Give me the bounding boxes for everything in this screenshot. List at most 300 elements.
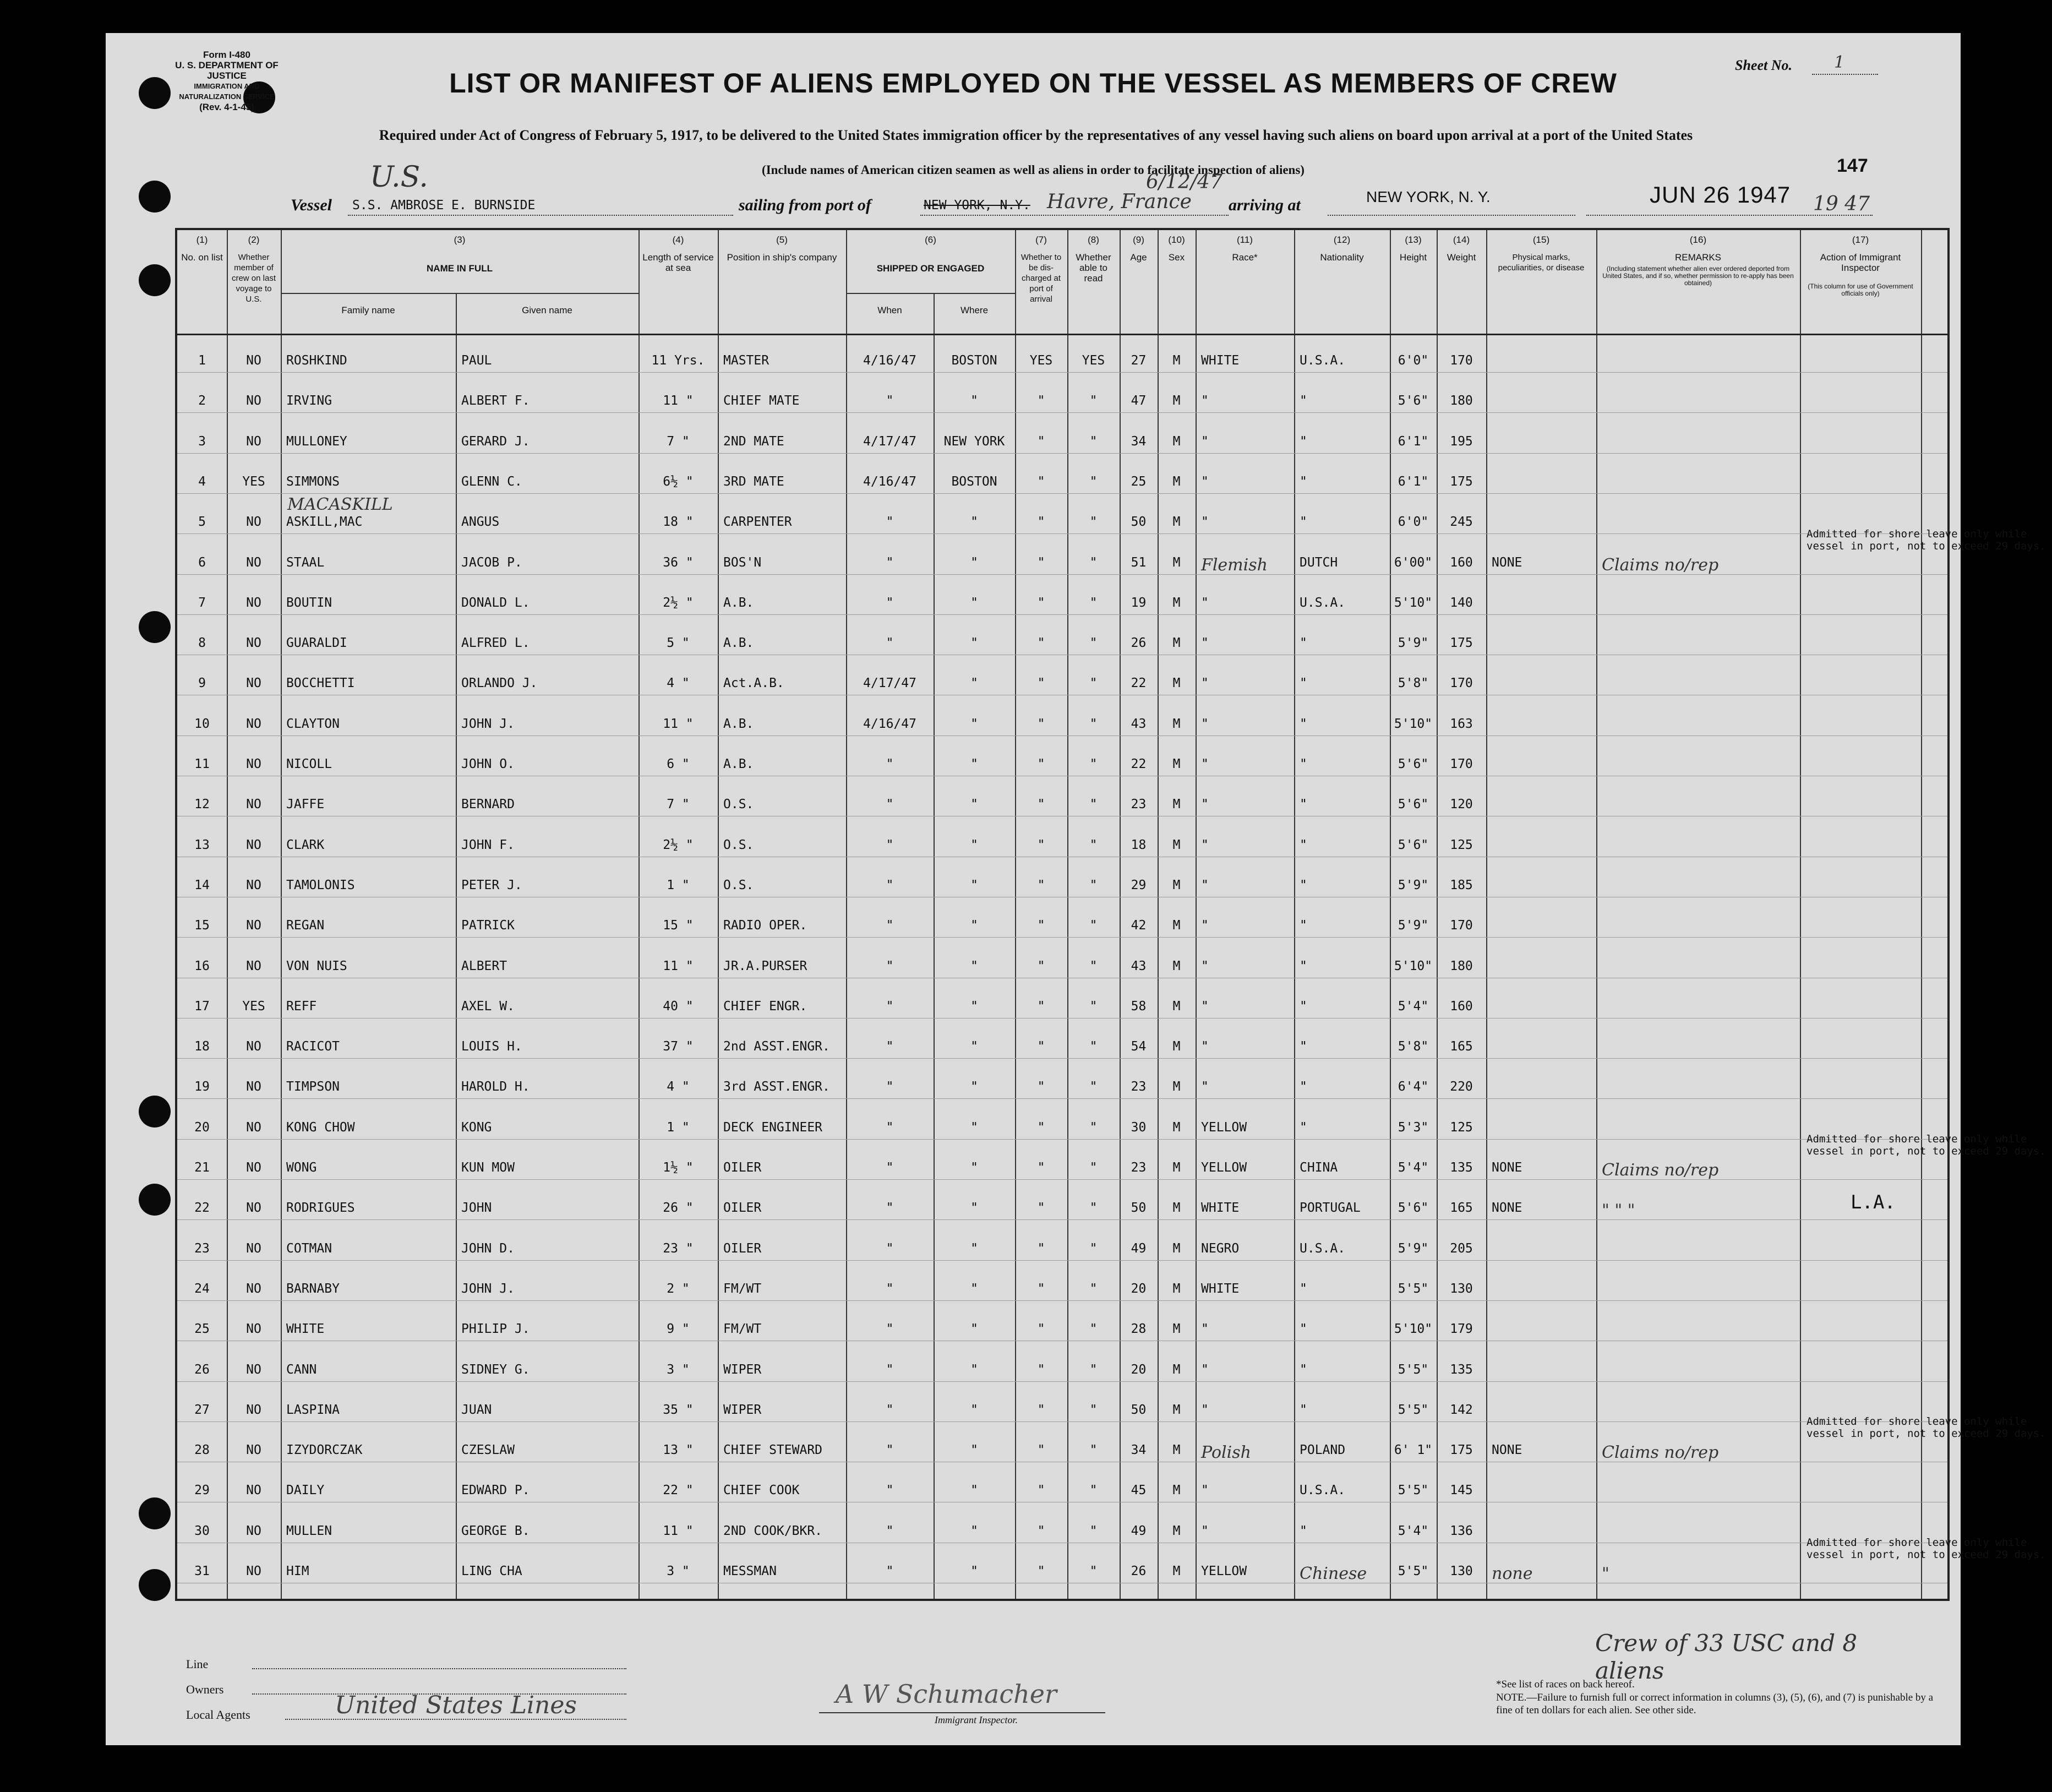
arrival-stamp-date: JUN 26 1947	[1650, 182, 1791, 208]
cell-race: "	[1201, 1402, 1209, 1417]
cell-discharge: "	[1037, 1281, 1045, 1296]
cell-family: STAAL	[286, 555, 325, 570]
column-header: Height	[1399, 252, 1427, 263]
cell-given: ALBERT F.	[461, 394, 530, 408]
shipped-sub-rule	[846, 293, 1015, 294]
cell-age: 25	[1131, 474, 1147, 489]
cell-discharge: "	[1037, 837, 1045, 852]
cell-when: 4/16/47	[863, 474, 916, 489]
cell-age: 50	[1131, 1402, 1147, 1417]
cell-service: 1½ "	[663, 1161, 694, 1175]
cell-family: MULLONEY	[286, 434, 347, 449]
column-number: (4)	[672, 235, 684, 245]
cell-family: CLARK	[286, 837, 325, 852]
cell-nat: U.S.A.	[1300, 1483, 1346, 1498]
cell-read: "	[1089, 434, 1098, 449]
cell-position: MESSMAN	[723, 1564, 777, 1578]
cell-read: "	[1089, 716, 1098, 731]
cell-service: 4 "	[667, 676, 690, 691]
cell-where: "	[970, 1241, 978, 1256]
cell-nat: "	[1300, 636, 1307, 651]
cell-position: CARPENTER	[723, 515, 792, 530]
cell-position: CHIEF ENGR.	[723, 999, 807, 1014]
cell-inspector-action: L.A.	[1851, 1191, 1896, 1214]
cell-race: Polish	[1201, 1443, 1251, 1463]
cell-position: CHIEF MATE	[723, 394, 800, 408]
cell-given: SIDNEY G.	[461, 1362, 530, 1377]
cell-given: GLENN C.	[461, 474, 522, 489]
cell-discharge: "	[1037, 716, 1045, 731]
crew-table	[175, 228, 2046, 1601]
cell-age: 23	[1131, 797, 1147, 812]
column-number: (6)	[925, 235, 936, 245]
cell-when: "	[886, 394, 894, 408]
cell-where: "	[970, 999, 978, 1014]
cell-discharge: "	[1037, 1201, 1045, 1216]
sailing-label: sailing from port of	[739, 196, 871, 214]
sheet-number-label: Sheet No.	[1735, 57, 1792, 73]
cell-age: 23	[1131, 1161, 1147, 1175]
column-subheader: Given name	[522, 305, 572, 315]
cell-race: "	[1201, 999, 1209, 1014]
cell-where: "	[970, 918, 978, 933]
column-subheader: Where	[960, 305, 989, 315]
cell-age: 26	[1131, 1564, 1147, 1578]
cell-given: AXEL W.	[461, 999, 515, 1014]
cell-service: 23 "	[663, 1241, 694, 1256]
column-number: (1)	[196, 235, 208, 245]
cell-weight: 179	[1450, 1322, 1473, 1337]
column-header: Action of Immigrant Inspector	[1820, 252, 1901, 273]
cell-weight: 195	[1450, 434, 1473, 449]
cell-marks: none	[1492, 1564, 1533, 1583]
cell-given: GEORGE B.	[461, 1523, 530, 1538]
cell-service: 11 "	[663, 1523, 694, 1538]
cell-family: TAMOLONIS	[286, 878, 355, 892]
row-rule	[177, 412, 1947, 413]
cell-no: 25	[194, 1322, 210, 1337]
form-service: IMMIGRATION AND NATURALIZATION SERVICE	[179, 82, 275, 101]
cell-service: 2 "	[667, 1281, 690, 1296]
cell-nat: "	[1300, 474, 1307, 489]
cell-nat: CHINA	[1300, 1161, 1338, 1175]
cell-no: 7	[198, 595, 206, 610]
row-rule	[177, 1300, 1947, 1301]
cell-service: 9 "	[667, 1322, 690, 1337]
cell-discharge: "	[1037, 515, 1045, 530]
cell-height: 5'6"	[1398, 797, 1429, 812]
cell-when: 4/17/47	[863, 676, 916, 691]
cell-height: 5'9"	[1398, 918, 1429, 933]
cell-race: "	[1201, 474, 1209, 489]
row-rule	[177, 533, 1947, 534]
cell-given: KUN MOW	[461, 1161, 515, 1175]
cell-sex: M	[1172, 555, 1181, 570]
cell-where: "	[970, 1281, 978, 1296]
owners-label: Owners	[186, 1682, 224, 1696]
cell-weight: 185	[1450, 878, 1473, 892]
cell-remarks: "	[1602, 1564, 1609, 1583]
cell-given: KONG	[461, 1120, 492, 1135]
cell-nat: "	[1300, 797, 1307, 812]
cell-when: "	[886, 636, 894, 651]
cell-where: BOSTON	[951, 353, 997, 368]
cell-age: 58	[1131, 999, 1147, 1014]
cell-where: BOSTON	[951, 474, 997, 489]
col-divider	[1921, 230, 1922, 1599]
row-rule	[177, 1098, 1947, 1099]
manifest-footer	[175, 1597, 1945, 1740]
cell-discharge: "	[1037, 434, 1045, 449]
column-header: Whether member of crew on last voyage to U.S.	[231, 253, 276, 304]
cell-sex: M	[1172, 837, 1181, 852]
col-divider	[456, 293, 457, 1599]
cell-where: "	[970, 757, 978, 771]
col-divider	[1196, 230, 1197, 1599]
cell-family: RACICOT	[286, 1039, 340, 1054]
vessel-name-line	[348, 215, 733, 216]
cell-discharge: "	[1037, 676, 1045, 691]
cell-sex: M	[1172, 918, 1181, 933]
cell-nat: "	[1300, 918, 1307, 933]
cell-weight: 142	[1450, 1402, 1473, 1417]
cell-race: "	[1201, 1322, 1209, 1337]
cell-race: "	[1201, 837, 1209, 852]
cell-sex: M	[1172, 676, 1181, 691]
cell-when: "	[886, 958, 894, 973]
row-rule	[177, 1421, 1947, 1422]
cell-discharge: "	[1037, 474, 1045, 489]
cell-service: 11 Yrs.	[651, 353, 705, 368]
row-rule	[177, 1381, 1947, 1382]
column-number: (2)	[248, 235, 260, 245]
cell-prev: NO	[246, 1201, 261, 1216]
cell-no: 4	[198, 474, 206, 489]
cell-weight: 180	[1450, 394, 1473, 408]
cell-prev: NO	[246, 837, 261, 852]
cell-service: 3 "	[667, 1564, 690, 1578]
agents-blank	[285, 1719, 626, 1720]
cell-given: JOHN O.	[461, 757, 515, 771]
cell-age: 28	[1131, 1322, 1147, 1337]
cell-no: 9	[198, 676, 206, 691]
cell-where: "	[970, 716, 978, 731]
cell-given: JUAN	[461, 1402, 492, 1417]
cell-race: "	[1201, 1080, 1209, 1094]
cell-family: CANN	[286, 1362, 317, 1377]
cell-family: BARNABY	[286, 1281, 340, 1296]
column-header: Whether to be dis-charged at port of arrival	[1020, 253, 1062, 304]
cell-prev: NO	[246, 958, 261, 973]
cell-given: JOHN F.	[461, 837, 515, 852]
cell-where: "	[970, 1322, 978, 1337]
cell-nat: "	[1300, 515, 1307, 530]
cell-position: Act.A.B.	[723, 676, 784, 691]
cell-age: 49	[1131, 1241, 1147, 1256]
cell-sex: M	[1172, 878, 1181, 892]
cell-height: 5'8"	[1398, 1039, 1429, 1054]
cell-family: IZYDORCZAK	[286, 1443, 363, 1458]
cell-no: 10	[194, 716, 210, 731]
cell-height: 5'5"	[1398, 1564, 1429, 1578]
cell-sex: M	[1172, 1039, 1181, 1054]
cell-race: "	[1201, 918, 1209, 933]
column-header-note: (Including statement whether alien ever ordered deported from United States, and if so, whether permission to re-apply has been obtained)	[1602, 265, 1794, 287]
cell-no: 2	[198, 394, 206, 408]
cell-family: NICOLL	[286, 757, 332, 771]
column-number: (8)	[1088, 235, 1099, 245]
punch-hole	[139, 1497, 171, 1529]
cell-age: 34	[1131, 1443, 1147, 1458]
cell-marks: NONE	[1492, 555, 1522, 570]
cell-weight: 165	[1450, 1201, 1473, 1216]
column-header: Age	[1130, 252, 1147, 263]
cell-sex: M	[1172, 958, 1181, 973]
cell-when: "	[886, 918, 894, 933]
cell-weight: 175	[1450, 1443, 1473, 1458]
cell-family: LASPINA	[286, 1402, 340, 1417]
cell-read: "	[1089, 1483, 1098, 1498]
cell-prev: NO	[246, 1039, 261, 1054]
cell-sex: M	[1172, 1402, 1181, 1417]
cell-prev: NO	[246, 1120, 261, 1135]
cell-when: "	[886, 515, 894, 530]
cell-no: 8	[198, 636, 206, 651]
cell-where: "	[970, 555, 978, 570]
cell-height: 5'6"	[1398, 837, 1429, 852]
row-rule	[177, 1139, 1947, 1140]
column-number: (11)	[1237, 235, 1253, 245]
row-rule	[177, 1260, 1947, 1261]
cell-sex: M	[1172, 595, 1181, 610]
cell-weight: 165	[1450, 1039, 1473, 1054]
cell-race: Flemish	[1201, 555, 1268, 575]
header-bottom-rule	[177, 334, 1947, 335]
cell-service: 7 "	[667, 797, 690, 812]
column-header: Physical marks, peculiarities, or disease	[1498, 253, 1585, 273]
cell-read: "	[1089, 474, 1098, 489]
cell-position: DECK ENGINEER	[723, 1120, 823, 1135]
cell-age: 29	[1131, 878, 1147, 892]
cell-when: "	[886, 1362, 894, 1377]
cell-prev: NO	[246, 1402, 261, 1417]
cell-age: 19	[1131, 595, 1147, 610]
cell-sex: M	[1172, 1483, 1181, 1498]
cell-position: FM/WT	[723, 1281, 762, 1296]
cell-prev: NO	[246, 515, 261, 530]
cell-discharge: "	[1037, 878, 1045, 892]
arriving-label: arriving at	[1229, 196, 1301, 214]
cell-height: 5'8"	[1398, 676, 1429, 691]
cell-read: YES	[1082, 353, 1105, 368]
cell-no: 28	[194, 1443, 210, 1458]
cell-position: JR.A.PURSER	[723, 958, 807, 973]
cell-given: ALFRED L.	[461, 636, 530, 651]
cell-position: O.S.	[723, 797, 754, 812]
cell-family: VON NUIS	[286, 958, 347, 973]
row-rule	[177, 614, 1947, 615]
cell-sex: M	[1172, 999, 1181, 1014]
punch-hole	[139, 611, 171, 643]
cell-family: DAILY	[286, 1483, 325, 1498]
cell-nat: "	[1300, 394, 1307, 408]
cell-discharge: YES	[1029, 353, 1053, 368]
cell-height: 5'10"	[1394, 595, 1433, 610]
column-header: Whether able to read	[1076, 252, 1111, 284]
cell-prev: NO	[246, 353, 261, 368]
cell-position: A.B.	[723, 636, 754, 651]
cell-discharge: "	[1037, 1523, 1045, 1538]
cell-sex: M	[1172, 515, 1181, 530]
cell-read: "	[1089, 1039, 1098, 1054]
cell-where: "	[970, 595, 978, 610]
cell-weight: 130	[1450, 1281, 1473, 1296]
cell-where: "	[970, 1161, 978, 1175]
column-header: Position in ship's company	[727, 252, 837, 263]
cell-when: "	[886, 595, 894, 610]
cell-position: 2ND MATE	[723, 434, 784, 449]
cell-family: HIM	[286, 1564, 309, 1578]
cell-read: "	[1089, 1322, 1098, 1337]
cell-given: LOUIS H.	[461, 1039, 522, 1054]
cell-given: JOHN D.	[461, 1241, 515, 1256]
cell-service: 11 "	[663, 716, 694, 731]
cell-where: "	[970, 1402, 978, 1417]
manifest-sheet	[106, 33, 2046, 1745]
line-blank	[252, 1668, 626, 1669]
cell-service: 2½ "	[663, 837, 694, 852]
cell-read: "	[1089, 757, 1098, 771]
cell-nat: "	[1300, 716, 1307, 731]
cell-given: PAUL	[461, 353, 492, 368]
column-header: Race*	[1232, 252, 1258, 263]
cell-age: 18	[1131, 837, 1147, 852]
cell-discharge: "	[1037, 1402, 1045, 1417]
name-sub-rule	[281, 293, 638, 294]
sailing-port-line	[920, 215, 1229, 216]
cell-race: "	[1201, 636, 1209, 651]
cell-service: 7 "	[667, 434, 690, 449]
sailing-date-handwritten: 6/12/47	[1146, 171, 1223, 193]
cell-read: "	[1089, 878, 1098, 892]
cell-height: 5'5"	[1398, 1483, 1429, 1498]
cell-age: 30	[1131, 1120, 1147, 1135]
column-number: (3)	[454, 235, 466, 245]
cell-sex: M	[1172, 757, 1181, 771]
page-title: LIST OR MANIFEST OF ALIENS EMPLOYED ON THE VESSEL AS MEMBERS OF CREW	[449, 68, 1617, 99]
cell-weight: 163	[1450, 716, 1473, 731]
cell-weight: 245	[1450, 515, 1473, 530]
cell-nat: "	[1300, 1039, 1307, 1054]
cell-position: 2ND COOK/BKR.	[723, 1523, 823, 1538]
punch-hole	[139, 1184, 171, 1216]
cell-age: 51	[1131, 555, 1147, 570]
column-header-note: (This column for use of Government officials only)	[1808, 282, 1913, 297]
cell-age: 45	[1131, 1483, 1147, 1498]
cell-height: 5'10"	[1394, 958, 1433, 973]
cell-sex: M	[1172, 1161, 1181, 1175]
vessel-label: Vessel	[291, 196, 332, 214]
cell-discharge: "	[1037, 1443, 1045, 1458]
cell-discharge: "	[1037, 958, 1045, 973]
cell-no: 17	[194, 999, 210, 1014]
cell-age: 20	[1131, 1362, 1147, 1377]
cell-prev: YES	[242, 999, 265, 1014]
cell-when: "	[886, 1201, 894, 1216]
sheet-number-line	[1812, 74, 1878, 75]
column-number: (7)	[1035, 235, 1047, 245]
cell-height: 5'5"	[1398, 1281, 1429, 1296]
cell-when: "	[886, 1039, 894, 1054]
cell-where: "	[970, 1564, 978, 1578]
cell-read: "	[1089, 1443, 1098, 1458]
cell-weight: 145	[1450, 1483, 1473, 1498]
column-subheader: Family name	[341, 305, 395, 315]
cell-weight: 180	[1450, 958, 1473, 973]
cell-family: WONG	[286, 1161, 317, 1175]
cell-discharge: "	[1037, 1039, 1045, 1054]
cell-given: DONALD L.	[461, 595, 530, 610]
cell-read: "	[1089, 636, 1098, 651]
cell-prev: NO	[246, 716, 261, 731]
cell-prev: NO	[246, 595, 261, 610]
cell-age: 22	[1131, 757, 1147, 771]
cell-sex: M	[1172, 636, 1181, 651]
cell-height: 5'5"	[1398, 1362, 1429, 1377]
cell-sex: M	[1172, 1080, 1181, 1094]
cell-sex: M	[1172, 353, 1181, 368]
vessel-name: S.S. AMBROSE E. BURNSIDE	[352, 198, 536, 213]
cell-race: "	[1201, 1362, 1209, 1377]
cell-sex: M	[1172, 1443, 1181, 1458]
cell-no: 19	[194, 1080, 210, 1094]
cell-age: 50	[1131, 515, 1147, 530]
cell-discharge: "	[1037, 1161, 1045, 1175]
col-divider	[1800, 230, 1801, 1599]
cell-nat: U.S.A.	[1300, 353, 1346, 368]
cell-where: "	[970, 1201, 978, 1216]
cell-height: 5'4"	[1398, 1523, 1429, 1538]
row-rule	[177, 937, 1947, 938]
cell-prev: NO	[246, 1080, 261, 1094]
cell-read: "	[1089, 999, 1098, 1014]
cell-inspector-action: Admitted for shore leave only while vessel in port, not to exceed 29 days.	[1807, 527, 2046, 552]
col-divider	[718, 230, 719, 1599]
cell-race: "	[1201, 1483, 1209, 1498]
cell-position: A.B.	[723, 716, 754, 731]
cell-where: "	[970, 515, 978, 530]
cell-read: "	[1089, 1402, 1098, 1417]
cell-given: GERARD J.	[461, 434, 530, 449]
cell-no: 16	[194, 958, 210, 973]
cell-weight: 125	[1450, 837, 1473, 852]
cell-weight: 170	[1450, 918, 1473, 933]
cell-family: ROSHKIND	[286, 353, 347, 368]
cell-family: REGAN	[286, 918, 325, 933]
cell-discharge: "	[1037, 1120, 1045, 1135]
cell-no: 15	[194, 918, 210, 933]
cell-marks: NONE	[1492, 1443, 1522, 1458]
cell-when: "	[886, 1120, 894, 1135]
punch-hole	[139, 1569, 171, 1601]
cell-when: "	[886, 878, 894, 892]
cell-nat: "	[1300, 676, 1307, 691]
cell-height: 5'3"	[1398, 1120, 1429, 1135]
cell-race: WHITE	[1201, 1201, 1240, 1216]
cell-service: 2½ "	[663, 595, 694, 610]
cell-prev: NO	[246, 1161, 261, 1175]
col-divider	[1596, 230, 1597, 1599]
